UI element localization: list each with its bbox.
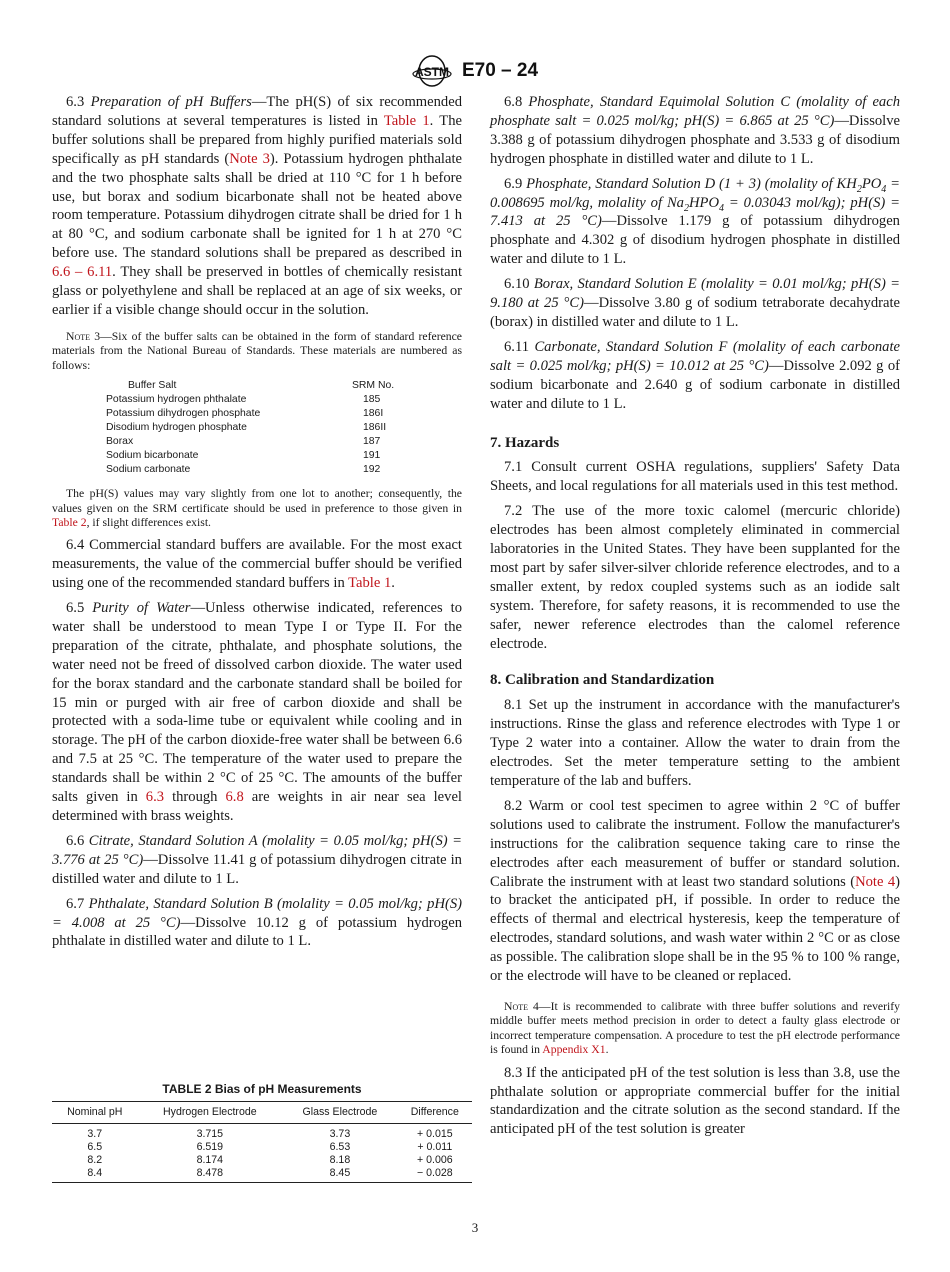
left-column xyxy=(52,93,462,957)
section-number: 6.5 xyxy=(66,600,85,617)
page-header xyxy=(0,55,950,87)
srm-salt: Sodium carbonate xyxy=(106,464,191,476)
section-title: Preparation of pH Buffers xyxy=(90,94,252,110)
right-column xyxy=(490,93,900,1145)
body-text: 8.2 Warm or cool test specimen to agree within 2 °C of buffer solutions used to calibrate the instrument. Follow the manufacturer's instructions for the calibration sequence taking care to rinse the electrodes after each measurement of buffer or standard solution. Calibrate the instrument with at least two standard solutions ( xyxy=(490,797,900,890)
note-3 xyxy=(52,330,462,373)
section-6-4 xyxy=(52,536,462,593)
link-table-1[interactable]: Table 1 xyxy=(383,112,430,129)
header-difference: Difference xyxy=(410,1106,459,1118)
srm-salt: Disodium hydrogen phosphate xyxy=(106,422,247,434)
section-number: 6.7 xyxy=(66,895,85,912)
cell: 8.2 xyxy=(87,1154,103,1166)
section-6-9 xyxy=(490,175,900,270)
body-text: . The buffer solutions shall be prepared from highly purified materials sold specifically as pH standards ( xyxy=(52,112,462,167)
cell: − 0.028 xyxy=(417,1167,453,1179)
heading-hazards: 7. Hazards xyxy=(490,434,560,451)
header-hydrogen-electrode: Hydrogen Electrode xyxy=(163,1106,257,1118)
srm-table xyxy=(106,379,394,477)
note-text: . xyxy=(605,1043,609,1057)
srm-row xyxy=(106,421,394,435)
cell: 8.18 xyxy=(329,1154,351,1166)
subscript: 2 xyxy=(856,183,862,195)
heading-calibration: 8. Calibration and Standardization xyxy=(490,672,715,689)
table-row xyxy=(52,1124,472,1142)
table-row xyxy=(52,1141,472,1154)
cell: 6.519 xyxy=(196,1141,224,1153)
link-table-1[interactable]: Table 1 xyxy=(348,575,392,592)
svg-text:ASTM: ASTM xyxy=(414,65,449,79)
body-text: —Unless otherwise indicated, references to water shall be understood to mean Type I or Type II. For the preparation of the citrate, phthalate, and phosphate solutions, the water need not be freed of dissolved carbon dioxide. The water used for the borax standard and the carbonate standard shall be boiled for 15 min or purged with air free of carbon dioxide and shall be protected with a soda-lime tube or equivalent while cooling and in storage. The pH of the carbon dioxide-free water shall be between 6.6 and 7.5 at 25 °C. The temperature of the water used to prepare the standards shall be within 2 °C of 25 °C. The amounts of the buffer salts given in xyxy=(52,600,462,806)
body-text: . They shall be preserved in bottles of chemically resistant glass or polyethylene and shall be replaced at an age of six weeks, or earlier if a visible change should occur in the solution. xyxy=(52,264,462,318)
body-text: —The pH(S) of six recommended standard solutions at several temperatures is listed in xyxy=(52,94,463,129)
srm-salt: Sodium bicarbonate xyxy=(106,450,199,462)
subscript: 2 xyxy=(683,202,689,214)
cell: 3.715 xyxy=(196,1128,224,1140)
link-note-3[interactable]: Note 3 xyxy=(229,150,270,167)
cell: 6.53 xyxy=(329,1141,351,1153)
title-part: PO xyxy=(861,175,882,192)
cell: 3.7 xyxy=(87,1128,103,1140)
link-note-4[interactable]: Note 4 xyxy=(855,873,896,890)
section-6-6 xyxy=(52,832,462,889)
body-text: ) to bracket the anticipated pH, if possible. In order to reduce the effects of thermal and electrical hysteresis, keep the temperature of electrodes, standard solutions, and wash water within 2 °C or as close as possible. The calibration slope shall be in the 95 % to 100 % range, or the electrode will have to be cleaned or replaced. xyxy=(490,873,900,985)
link-table-2[interactable]: Table 2 xyxy=(52,515,87,529)
link-6-6-6-11[interactable]: 6.6 – 6.11 xyxy=(52,264,113,281)
body-text: 6.4 Commercial standard buffers are available. For the most exact measurements, the value of the commercial buffer should be verified using one of the recommended standard buffers in xyxy=(52,537,462,592)
subscript: 4 xyxy=(718,202,724,214)
section-title: Phosphate, Standard Equimolal Solution C (molality of each phosphate salt = 0.025 mol/kg; pH(S) = 6.865 at 25 °C) xyxy=(490,94,900,129)
section-number: 6.9 xyxy=(504,175,523,192)
section-8-1: 8.1 Set up the instrument in accordance with the manufacturer's instructions. Rinse the glass and reference electrodes with Type 1 or Type 2 water into a container. Allow the water to drain from the electrodes. Set the meter temperature setting to the ambient temperature of the lab and buffers. xyxy=(490,697,900,789)
section-title: Phthalate, Standard Solution B (molality = 0.05 mol/kg; pH(S) = 4.008 at 25 °C) xyxy=(52,895,462,931)
srm-number: 192 xyxy=(363,464,381,476)
body-text: . xyxy=(391,575,395,592)
page-number: 3 xyxy=(471,1220,479,1235)
section-title: Citrate, Standard Solution A (molality = 0.05 mol/kg; pH(S) = 3.776 at 25 °C) xyxy=(52,832,462,868)
table-row xyxy=(52,1167,472,1183)
title-part: Phosphate, Standard Solution D (1 + 3) (molality of KH xyxy=(526,175,857,192)
section-8-3: 8.3 If the anticipated pH of the test solution is less than 3.8, use the phthalate solution or appropriate commercial buffer for the initial standardization and the citrate solution as the second standard. If the anticipated pH of the test solution is greater xyxy=(490,1064,900,1138)
srm-row xyxy=(106,449,394,463)
body-text: —Dissolve 3.388 g of potassium dihydrogen phosphate and 3.533 g of disodium hydrogen phosphate in distilled water and dilute to 1 L. xyxy=(490,112,900,167)
note-text: The pH(S) values may vary slightly from one lot to another; consequently, the values given on the SRM certificate should be used in preference to those given in xyxy=(52,487,462,515)
body-text: —Dissolve 3.80 g of sodium tetraborate decahydrate (borax) in distilled water and dilute to 1 L. xyxy=(490,295,900,330)
cell: 3.73 xyxy=(329,1128,351,1140)
section-number: 6.8 xyxy=(504,94,523,110)
cell: 8.4 xyxy=(87,1167,103,1179)
header-glass-electrode: Glass Electrode xyxy=(302,1106,378,1118)
document-id: E70 – 24 xyxy=(461,60,539,81)
srm-number: 186I xyxy=(363,408,384,420)
srm-salt: Potassium dihydrogen phosphate xyxy=(106,408,261,420)
srm-number: 186II xyxy=(363,422,387,434)
section-7-2: 7.2 The use of the more toxic calomel (mercuric chloride) electrodes has been almost completely eliminated in commercial laboratories in the United States. They have been supplanted for the most part by safer silver-silver chloride reference electrodes, and to a smaller extent, by redox coupled systems such as an iodide salt system. Therefore, for safety reasons, it is recommended to use the safer, newer reference electrodes than the calomel reference electrode. xyxy=(490,503,900,652)
body-text: are weights in air near sea level determined with brass weights. xyxy=(52,789,462,824)
section-6-10 xyxy=(490,275,900,332)
section-number: 6.6 xyxy=(66,832,85,849)
cell: 8.174 xyxy=(196,1154,224,1166)
title-part: HPO xyxy=(688,194,719,211)
section-title: Carbonate, Standard Solution F (molality of each carbonate salt = 0.025 mol/kg; pH(S) = 10.012 at 25 °C) xyxy=(490,338,900,374)
section-6-11 xyxy=(490,338,900,414)
section-8-2 xyxy=(490,797,900,986)
body-text: —Dissolve 2.092 g of sodium bicarbonate and 2.640 g of sodium carbonate in distilled water and dilute to 1 L. xyxy=(490,357,900,412)
link-6-8[interactable]: 6.8 xyxy=(225,789,244,806)
section-title: Borax, Standard Solution E (molality = 0.01 mol/kg; pH(S) = 9.180 at 25 °C) xyxy=(490,276,900,312)
note-text: —Six of the buffer salts can be obtained in the form of standard reference materials from the National Bureau of Standards. These materials are numbered as follows: xyxy=(52,329,462,372)
srm-row xyxy=(106,393,394,407)
title-part: = 0.03043 mol/kg); pH(S) = 7.413 at 25 °C) xyxy=(490,194,900,230)
table-2-title: TABLE 2 Bias of pH Measurements xyxy=(162,1082,362,1096)
section-6-5 xyxy=(52,599,462,826)
section-6-3 xyxy=(52,93,462,320)
table-row xyxy=(52,1154,472,1167)
cell: + 0.006 xyxy=(417,1154,453,1166)
srm-number: 187 xyxy=(363,436,381,448)
cell: + 0.011 xyxy=(417,1141,453,1153)
note-4 xyxy=(490,1000,900,1058)
section-6-7 xyxy=(52,895,462,952)
srm-row xyxy=(106,435,394,449)
note-3-continuation xyxy=(52,487,462,530)
note-label: Note 4 xyxy=(504,999,539,1013)
cell: 8.45 xyxy=(329,1167,351,1179)
srm-number: 185 xyxy=(363,394,381,406)
cell: 6.5 xyxy=(87,1141,103,1153)
link-appendix-x1[interactable]: Appendix X1 xyxy=(542,1043,606,1057)
body-text: —Dissolve 11.41 g of potassium dihydrogen citrate in distilled water and dilute to 1 L. xyxy=(52,851,462,887)
header-nominal-ph: Nominal pH xyxy=(67,1106,123,1118)
table-2 xyxy=(52,1082,472,1183)
body-text: through xyxy=(164,789,226,806)
srm-row xyxy=(106,463,394,477)
subscript: 4 xyxy=(881,183,887,195)
section-number: 6.11 xyxy=(504,338,529,355)
table-header-row xyxy=(52,1102,472,1124)
note-text: —It is recommended to calibrate with three buffer solutions and reverify middle buffer meets method precision in order to detect a faulty glass electrode or incorrect temperature compensation. A procedure to test the pH electrode performance is found in xyxy=(490,999,900,1057)
srm-row xyxy=(106,407,394,421)
table-2-grid xyxy=(52,1101,472,1183)
note-label: Note 3 xyxy=(66,329,101,343)
body-text: —Dissolve 10.12 g of potassium hydrogen phthalate in distilled water and dilute to 1 L. xyxy=(52,914,462,950)
cell: 8.478 xyxy=(196,1167,224,1179)
cell: + 0.015 xyxy=(417,1128,453,1140)
astm-logo-icon xyxy=(412,55,452,87)
link-6-3[interactable]: 6.3 xyxy=(145,789,165,806)
note-text: , if slight differences exist. xyxy=(86,515,211,529)
section-7-1: 7.1 Consult current OSHA regulations, suppliers' Safety Data Sheets, and local regulations for all materials used in this test method. xyxy=(490,459,900,495)
body-text: —Dissolve 1.179 g of potassium dihydrogen phosphate and 4.302 g of disodium hydrogen phosphate in distilled water and dilute to 1 L. xyxy=(490,213,900,268)
section-6-8 xyxy=(490,93,900,169)
section-number: 6.10 xyxy=(504,276,530,293)
srm-number: 191 xyxy=(363,450,381,462)
section-number: 6.3 xyxy=(66,94,85,110)
srm-header-number: SRM No. xyxy=(352,380,395,392)
section-title: Purity of Water xyxy=(92,600,191,617)
body-text: ). Potassium hydrogen phthalate and the two phosphate salts shall be dried at 110 °C for 1 h before use, but borax and sodium bicarbonate shall not be heated above room temperature. Potassium dihydrogen citrate shall be dried for 1 h at 80 °C, and sodium carbonate shall be ignited for 1 h at 270 °C before use. The standard solutions shall be prepared as described in xyxy=(52,150,462,262)
srm-salt: Potassium hydrogen phthalate xyxy=(106,394,247,406)
title-part: = 0.008695 mol/kg, molality of Na xyxy=(490,175,900,211)
srm-header-salt: Buffer Salt xyxy=(128,380,177,392)
srm-salt: Borax xyxy=(106,436,134,448)
